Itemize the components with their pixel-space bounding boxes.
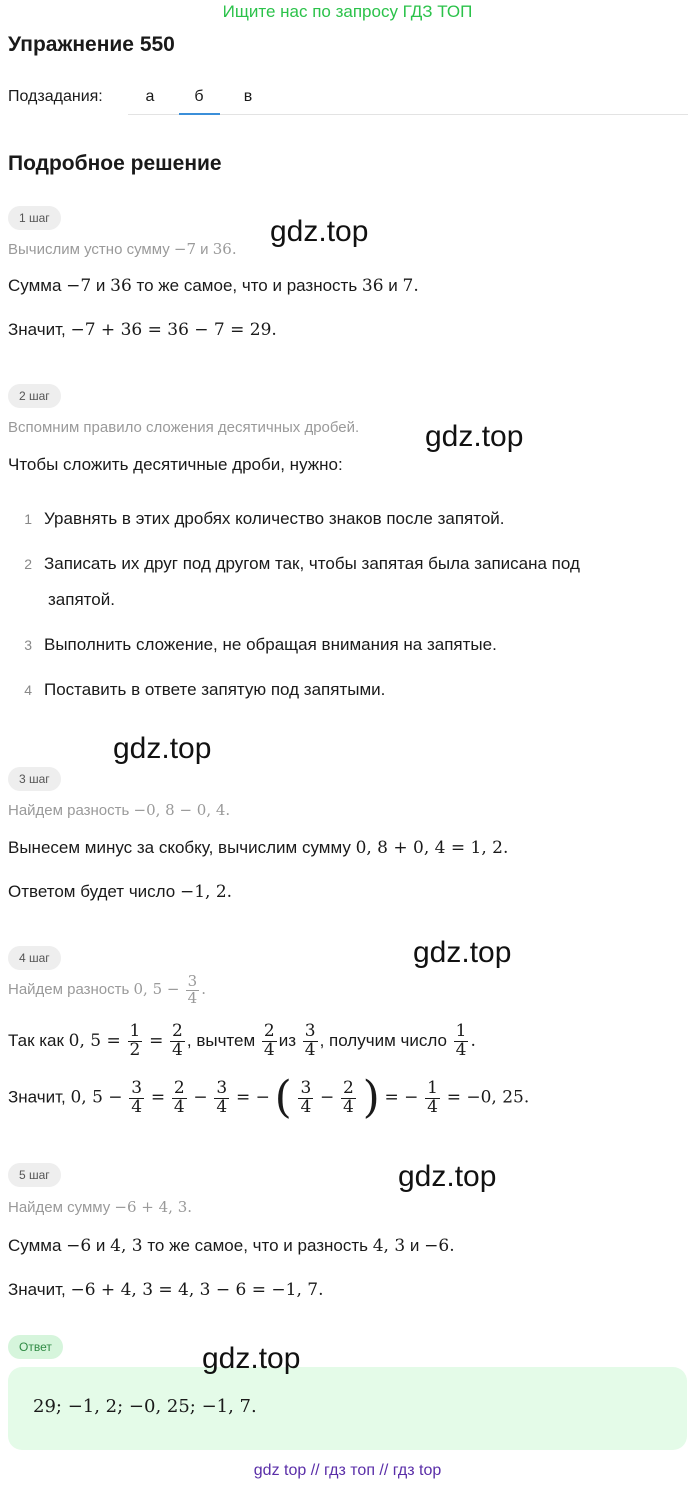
subtasks-label: Подзадания: bbox=[8, 88, 103, 105]
watermark: gdz.top bbox=[270, 215, 369, 248]
step-2-badge: 2 шаг bbox=[8, 384, 61, 408]
step-4-hint: Найдем разность 0, 5 − $\frac{3}{4}$ . bbox=[8, 972, 206, 1007]
list-item: Записать их друг под другом так, чтобы запятая была записана под bbox=[44, 554, 580, 573]
answer-badge: Ответ bbox=[8, 1335, 63, 1359]
solution-heading: Подробное решение bbox=[8, 152, 222, 175]
step-4-line-1: Так как 0, 5 = $\frac{1}{2}$ = $\frac{2}{4}$ , вычтем $\frac{2}{4}$ из $\frac{3}{4}$ , получим число $\frac{1}{4}$ . bbox=[8, 1021, 476, 1060]
step-3-hint: Найдем разность −0, 8 − 0, 4. bbox=[8, 801, 231, 819]
step-5-badge: 5 шаг bbox=[8, 1163, 61, 1187]
step-1-line-1: Сумма −7 и 36 то же самое, что и разность 36 и 7. bbox=[8, 276, 419, 296]
step-5-line-2: Значит, −6 + 4, 3 = 4, 3 − 6 = −1, 7. bbox=[8, 1280, 324, 1300]
list-item-number: 2 bbox=[24, 556, 32, 572]
list-item: Выполнить сложение, не обращая внимания на запятые. bbox=[44, 635, 497, 654]
step-2-intro: Чтобы сложить десятичные дроби, нужно: bbox=[8, 455, 343, 474]
search-banner: Ищите нас по запросу ГДЗ ТОП bbox=[222, 2, 473, 21]
step-2-hint: Вспомним правило сложения десятичных дробей. bbox=[8, 419, 360, 436]
step-3-line-1: Вынесем минус за скобку, вычислим сумму 0, 8 + 0, 4 = 1, 2. bbox=[8, 838, 509, 858]
watermark: gdz.top bbox=[202, 1342, 301, 1375]
list-item: Поставить в ответе запятую под запятыми. bbox=[44, 680, 386, 699]
list-item-number: 4 bbox=[24, 682, 32, 698]
step-5-line-1: Сумма −6 и 4, 3 то же самое, что и разность 4, 3 и −6. bbox=[8, 1236, 455, 1256]
list-item: Уравнять в этих дробях количество знаков после запятой. bbox=[44, 509, 505, 528]
watermark: gdz.top bbox=[398, 1160, 497, 1193]
list-item-continuation: запятой. bbox=[48, 590, 115, 609]
footer-links[interactable]: gdz top // гдз топ // гдз top bbox=[253, 1462, 442, 1479]
step-4-badge: 4 шаг bbox=[8, 946, 61, 970]
step-3-badge: 3 шаг bbox=[8, 767, 61, 791]
tab-b[interactable]: б bbox=[194, 88, 204, 105]
watermark: gdz.top bbox=[113, 732, 212, 765]
list-item-number: 1 bbox=[24, 511, 32, 527]
step-4-line-2: Значит, 0, 5 − $\frac{3}{4}$ = $\frac{2}{4}$ − $\frac{3}{4}$ = − ( $\frac{3}{4}$ − $\frac{2}{4}$ ) = − $\frac{1}{4}$ = −0, 25. bbox=[8, 1072, 530, 1123]
watermark: gdz.top bbox=[413, 936, 512, 969]
step-1-hint: Вычислим устно сумму −7 и 36. bbox=[8, 240, 237, 258]
step-3-line-2: Ответом будет число −1, 2. bbox=[8, 882, 233, 902]
tab-a[interactable]: а bbox=[145, 88, 155, 105]
step-1-badge: 1 шаг bbox=[8, 206, 61, 230]
list-item-number: 3 bbox=[24, 637, 32, 653]
tab-active-indicator bbox=[179, 113, 220, 115]
step-1-line-2: Значит, −7 + 36 = 36 − 7 = 29. bbox=[8, 320, 277, 340]
page-title: Упражнение 550 bbox=[8, 33, 175, 56]
step-5-hint: Найдем сумму −6 + 4, 3. bbox=[8, 1198, 193, 1216]
answer-value: 29; −1, 2; −0, 25; −1, 7. bbox=[33, 1396, 257, 1417]
watermark: gdz.top bbox=[425, 420, 524, 453]
tab-v[interactable]: в bbox=[243, 88, 253, 105]
